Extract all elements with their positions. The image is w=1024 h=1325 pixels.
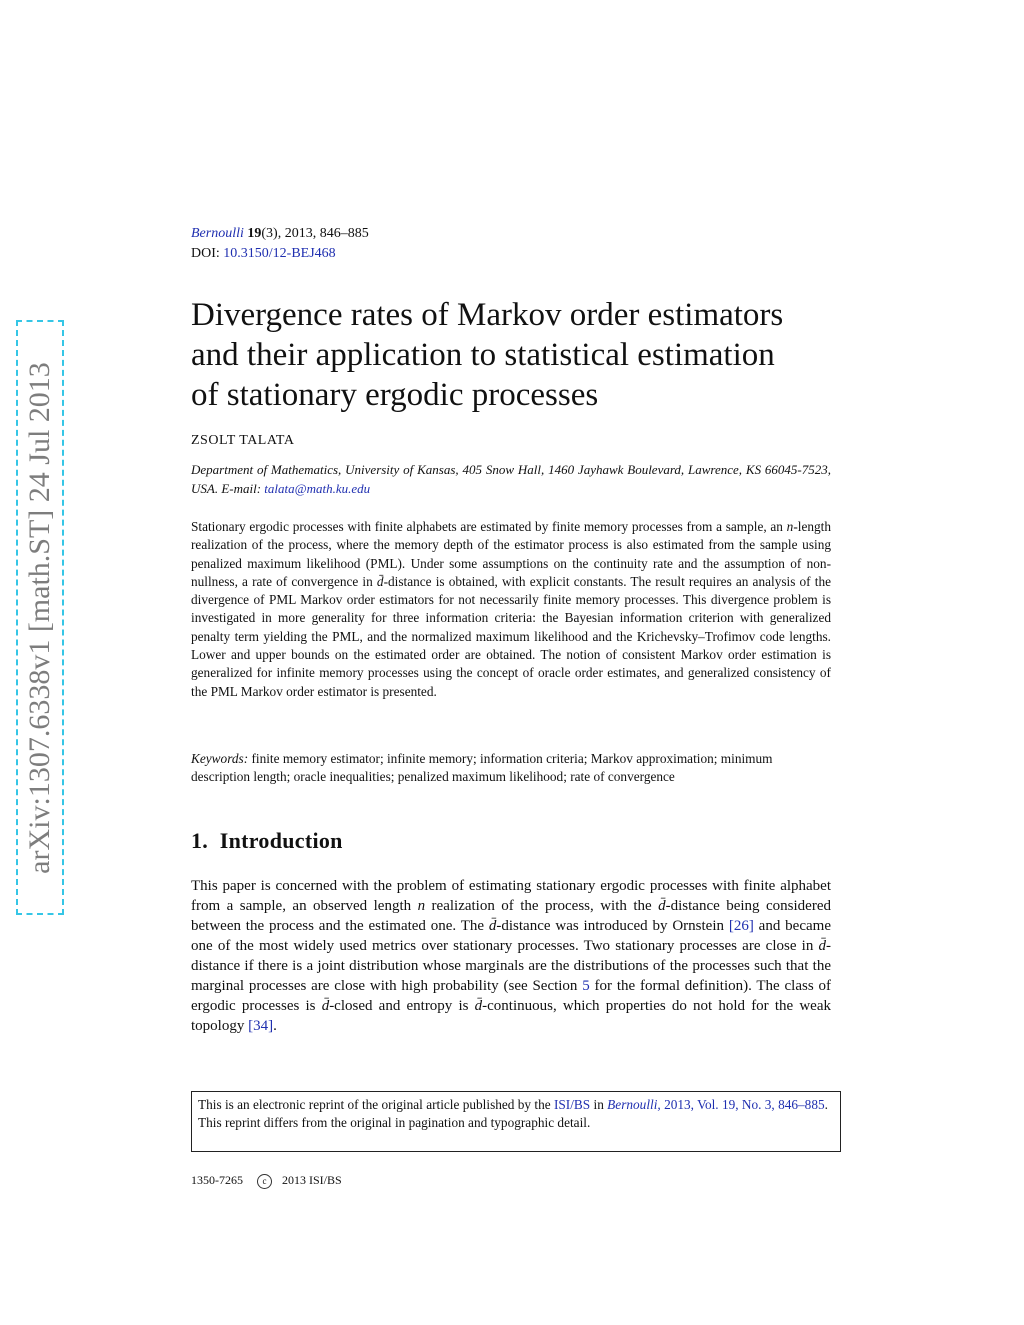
reprint-text: in: [590, 1097, 608, 1112]
journal-issue-info: (3), 2013, 846–885: [261, 226, 369, 241]
math-dbar: d̄: [818, 938, 826, 954]
keywords-label: Keywords:: [191, 751, 249, 766]
section-number: 1.: [191, 828, 209, 853]
abstract-text: -distance is obtained, with explicit constants. The result requires an analysis of the divergence of PML Markov order estimators for not necessarily finite memory processes. This divergence problem is investigated in more generality for three information criteria: the Bayesian information criterion with generalized penalty term yielding the PML, and the normalized maximum likelihood and the Krichevsky–Trofimov code lengths. Lower and upper bounds on the estimated order are obtained. The notion of consistent Markov order estimation is generalized for infinite memory processes using the concept of oracle order estimates, and generalized consistency of the PML Markov order estimator is presented.: [191, 573, 831, 699]
intro-text: .: [273, 1018, 277, 1034]
intro-paragraph: [191, 876, 831, 1036]
keywords: [191, 750, 811, 787]
journal-header: [191, 224, 369, 264]
copyright-text: 2013 ISI/BS: [282, 1173, 342, 1187]
arxiv-identifier: arXiv:1307.6338v1 [math.ST] 24 Jul 2013: [23, 361, 56, 874]
reprint-text: . This reprint differs from the original in pagination and typographic detail.: [198, 1097, 828, 1130]
intro-text: -distance was introduced by Ornstein: [496, 918, 729, 934]
isibs-link[interactable]: ISI/BS: [553, 1097, 591, 1112]
title-line: Divergence rates of Markov order estimators: [191, 297, 784, 333]
page-footer: [191, 1173, 342, 1189]
math-dbar: d̄: [321, 998, 330, 1014]
doi-link[interactable]: 10.3150/12-BEJ468: [223, 246, 336, 261]
reprint-text: This is an electronic reprint of the original article published by the: [198, 1097, 554, 1112]
arxiv-side-stamp: [16, 320, 64, 915]
intro-text: and became one of the most widely used metrics over stationary processes. Two stationary processes are close in: [191, 918, 831, 954]
journal-citation: [191, 224, 369, 244]
math-dbar: d̄: [488, 918, 497, 934]
citation-link[interactable]: [34]: [248, 1018, 274, 1034]
author-email-link[interactable]: talata@math.ku.edu: [264, 481, 371, 496]
intro-text: This paper is concerned with the problem of estimating stationary ergodic processes with finite alphabet from a sample, an observed length: [191, 878, 831, 914]
doi-label: DOI:: [191, 246, 220, 261]
section-heading: [191, 828, 343, 854]
intro-text: -closed and entropy is: [329, 998, 475, 1014]
keywords-text: finite memory estimator; infinite memory; information criteria; Markov approximation; minimum description length; oracle inequalities; penalized maximum likelihood; rate of convergence: [191, 751, 773, 785]
author-affiliation: [191, 460, 831, 498]
math-dbar: d̄: [658, 898, 666, 914]
journal-link[interactable]: Bernoulli,: [607, 1097, 661, 1112]
intro-text: realization of the process, with the: [425, 898, 659, 914]
reprint-notice: [191, 1091, 841, 1152]
intro-text: for the formal definition). The class of ergodic processes is: [191, 978, 831, 1014]
author-name: ZSOLT TALATA: [191, 433, 295, 448]
doi-line: [191, 244, 369, 264]
intro-text: -distance being considered between the process and the estimated one. The: [191, 898, 831, 934]
issn: 1350-7265: [191, 1173, 243, 1187]
paper-title: [191, 295, 841, 415]
journal-name-link[interactable]: Bernoulli: [191, 226, 244, 241]
abstract-text: Stationary ergodic processes with finite alphabets are estimated by finite memory processes from a sample, an: [191, 519, 787, 534]
title-line: of stationary ergodic processes: [191, 377, 599, 413]
citation-link[interactable]: [26]: [728, 918, 754, 934]
intro-text: -continuous, which properties do not hold for the weak topology: [191, 998, 831, 1034]
section-title: Introduction: [219, 828, 343, 853]
abstract-text: -length realization of the process, where the memory depth of the estimator process is also estimated from the sample using penalized maximum likelihood (PML). Under some assumptions on the continuity rate and the assumption of non-nullness, a rate of convergence in: [191, 519, 831, 589]
math-n: n: [786, 519, 794, 534]
intro-text: -distance if there is a joint distribution whose marginals are the distributions of the processes such that the marginal processes are close with high probability (see Section: [191, 938, 831, 994]
title-line: and their application to statistical estimation: [191, 337, 775, 373]
copyright-icon: c: [257, 1174, 272, 1189]
affiliation-text: Department of Mathematics, University of Kansas, 405 Snow Hall, 1460 Jayhawk Boulevard, Lawrence, KS 66045-7523, USA. E-mail:: [191, 462, 831, 496]
math-dbar: d̄: [376, 573, 384, 589]
abstract: [191, 518, 831, 701]
math-dbar: d̄: [474, 998, 483, 1014]
math-n: n: [417, 898, 426, 914]
journal-volume: 19: [247, 226, 262, 241]
volume-link[interactable]: 2013, Vol. 19, No. 3, 846–885: [664, 1097, 825, 1112]
section-ref-link[interactable]: 5: [582, 978, 590, 994]
